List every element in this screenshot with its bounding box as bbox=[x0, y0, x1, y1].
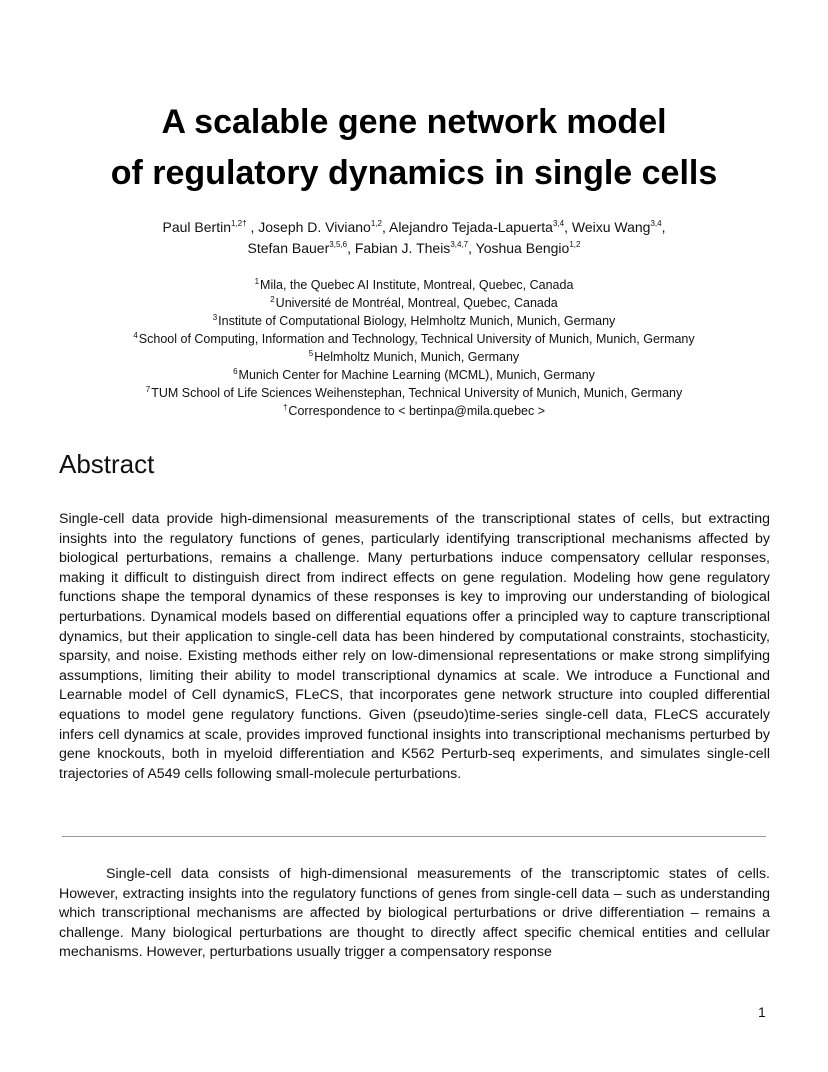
affiliation: $^4$School of Computing, Information and Technology, Technical University of Munich, Munich, Germany bbox=[133, 331, 695, 346]
intro-paragraph: Single-cell data consists of high-dimensional measurements of the transcriptomic states of cells. However, extracting insights into the regulatory functions of genes from single-cell data – such as understanding which transcriptional mechanisms are affected by biological perturbations or drive differentiation – remains a challenge. Many biological perturbations are thought to directly affect specific chemical entities and cellular mechanisms. However, perturbations usually trigger a compensatory response bbox=[59, 866, 770, 961]
author-list: Paul Bertin$^{1,2\dagger}$ , Joseph D. Viviano$^{1,2}$, Alejandro Tejada-Lapuerta$^{3,4}$, Weixu Wang$^{3,4}$, Stefan Bauer$^{3,5,6}$, Fabian J. Theis$^{3,4,7}$, Yoshua Bengio$^{1,2}$ bbox=[162, 219, 666, 256]
abstract-text: Single-cell data provide high-dimensional measurements of the transcriptional states of cells, but extracting insights into the regulatory functions of genes, particularly identifying transcriptional mechanisms affected by biological perturbations, remains a challenge. Many perturbations induce compensatory cellular responses, making it difficult to distinguish direct from indirect effects on gene regulation. Modeling how gene regulatory functions shape the temporal dynamics of these responses is key to improving our understanding of biological perturbations. Dynamical models based on differential equations offer a principled way to capture transcriptional dynamics, but their application to single-cell data has been hindered by computational constraints, stochasticity, sparsity, and noise. Existing methods either rely on low-dimensional representations or make strong simplifying assumptions, limiting their ability to model transcriptional dynamics at scale. We introduce a Functional and Learnable model of Cell dynamicS, FLeCS, that incorporates gene network structure into coupled differential equations to model gene regulatory functions. Given (pseudo)time-series single-cell data, FLeCS accurately infers cell dynamics at scale, provides improved functional insights into transcriptional mechanisms perturbed by gene knockouts, both in myeloid differentiation and K562 Perturb-seq experiments, and simulates single-cell trajectories of A549 cells following small-molecule perturbations. bbox=[59, 511, 770, 782]
correspondence: †Correspondence to < bertinpa@mila.quebec > bbox=[282, 403, 546, 418]
page-number: 1 bbox=[758, 1004, 766, 1020]
paper-title bbox=[0, 97, 828, 199]
author: Weixu Wang$^{3,4}$ bbox=[571, 219, 662, 235]
author: Stefan Bauer$^{3,5,6}$ bbox=[247, 240, 348, 256]
author: Paul Bertin$^{1,2\dagger}$ bbox=[162, 219, 247, 235]
affiliation: $^6$Munich Center for Machine Learning (MCML), Munich, Germany bbox=[233, 367, 595, 382]
affiliation: $^2$Université de Montréal, Montreal, Quebec, Canada bbox=[270, 295, 558, 310]
title-line-1: A scalable gene network model bbox=[161, 103, 667, 141]
affiliation: $^3$Institute of Computational Biology, Helmholtz Munich, Munich, Germany bbox=[212, 313, 616, 328]
affiliation: $^5$Helmholtz Munich, Munich, Germany bbox=[308, 349, 520, 364]
title-line-2: of regulatory dynamics in single cells bbox=[110, 154, 718, 192]
author: Yoshua Bengio$^{1,2}$ bbox=[475, 240, 581, 256]
author: Fabian J. Theis$^{3,4,7}$ bbox=[354, 240, 469, 256]
affiliation: $^7$TUM School of Life Sciences Weihenstephan, Technical University of Munich, Munich, Germany bbox=[145, 385, 683, 400]
section-divider bbox=[62, 836, 766, 837]
author: Joseph D. Viviano$^{1,2}$ bbox=[258, 219, 382, 235]
abstract-heading: Abstract bbox=[59, 449, 155, 479]
author: Alejandro Tejada-Lapuerta$^{3,4}$ bbox=[388, 219, 565, 235]
affiliation: $^1$Mila, the Quebec AI Institute, Montreal, Quebec, Canada bbox=[254, 277, 574, 292]
affiliation-list bbox=[0, 276, 828, 420]
